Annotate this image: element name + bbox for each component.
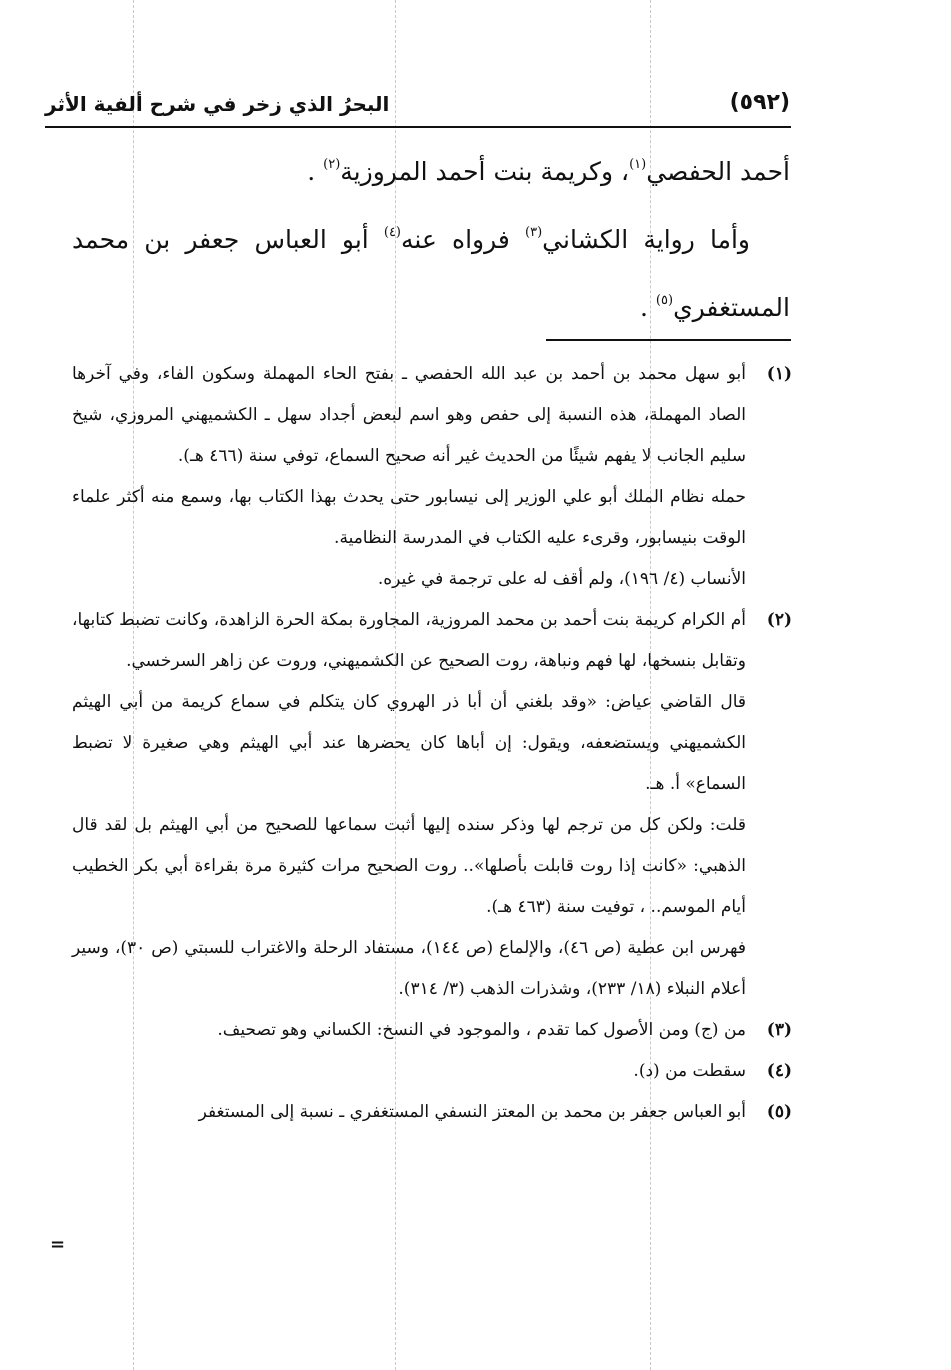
footnote-paragraph: أم الكرام كريمة بنت أحمد بن محمد المروزية، المجاورة بمكة الحرة الزاهدة، وكانت تضبط كتابها، وتقابل بنسخها، لها فهم ونباهة، روت الصحيح عن الكشميهني، وروت عن زاهر السرخسي. <box>72 610 746 671</box>
footnote-ref[interactable]: (٥) <box>655 293 674 308</box>
footnotes <box>72 354 792 1133</box>
footnote-ref[interactable]: (١) <box>629 157 647 172</box>
footnote-paragraph: حمله نظام الملك أبو علي الوزير إلى نيسابور حتى يحدث بهذا الكتاب بها، وسمع منه أكثر علماء الوقت بنيسابور، وقرىء عليه الكتاب في المدرسة النظامية. <box>72 487 746 548</box>
footnote-3 <box>72 1010 792 1051</box>
main-paragraph: وأما رواية الكشاني$^{(٣)}$ فرواه عنه$^{(٤)}$ أبو العباس جعفر بن محمد المستغفري$^{(٥)}$ . <box>72 225 790 322</box>
page-number: (٥٩٢) <box>729 90 790 115</box>
page-header <box>45 88 790 124</box>
footnote-ref[interactable]: (٤) <box>383 225 401 240</box>
footnote-paragraph: أبو سهل محمد بن أحمد بن عبد الله الحفصي ـ بفتح الحاء المهملة وسكون الفاء، وفي آخرها الصاد المهملة، هذه النسبة إلى حفص وهو اسم لبعض أجداد سهل ـ الكشميهني المروزي، شيخ سليم الجانب لا يفهم شيئًا من الحديث غير أنه صحيح السماع، توفي سنة (٤٦٦ هـ). <box>72 364 746 466</box>
footnote-paragraph: فهرس ابن عطية (ص ٤٦)، والإلماع (ص ١٤٤)، مستفاد الرحلة والاغتراب للسبتي (ص ٣٠)، وسير أعلام النبلاء (١٨/ ٢٣٣)، وشذرات الذهب (٣/ ٣١٤). <box>72 938 747 999</box>
footnote-paragraph: من (ج) ومن الأصول كما تقدم ، والموجود في النسخ: الكساني وهو تصحيف. <box>217 1020 746 1040</box>
footnote-number: (٣) <box>766 1020 792 1040</box>
footnote-ref[interactable]: (٢) <box>323 157 341 172</box>
footnote-5 <box>72 1092 792 1133</box>
footnote-number: (١) <box>766 364 792 384</box>
footnote-separator <box>546 339 791 341</box>
footnote-2 <box>72 600 792 1010</box>
footnote-paragraph: قال القاضي عياض: «وقد بلغني أن أبا ذر الهروي كان يتكلم في سماع كريمة من أبي الهيثم الكشميهني ويستضعفه، ويقول: إن أباها كان يحضرها عند أبي الهيثم وهي صغيرة لا تضبط السماع» أ. هـ. <box>72 692 746 794</box>
footnote-paragraph: أبو العباس جعفر بن محمد بن المعتز النسفي المستغفري ـ نسبة إلى المستغفر <box>198 1102 746 1122</box>
continuation-mark: = <box>50 1234 66 1255</box>
footnote-paragraph: الأنساب (٤/ ١٩٦)، ولم أقف له على ترجمة في غيره. <box>377 569 746 589</box>
footnote-number: (٤) <box>766 1061 792 1081</box>
footnote-4 <box>72 1051 792 1092</box>
footnote-paragraph: سقطت من (د). <box>633 1061 746 1081</box>
footnote-ref[interactable]: (٣) <box>525 225 543 240</box>
footnote-number: (٢) <box>766 610 792 630</box>
header-rule <box>45 126 791 128</box>
footnote-number: (٥) <box>766 1102 792 1122</box>
main-text <box>72 138 790 342</box>
footnote-1 <box>72 354 792 600</box>
main-paragraph: أحمد الحفصي$^{(١)}$، وكريمة بنت أحمد المروزية$^{(٢)}$ . <box>307 157 790 186</box>
book-title: البحرُ الذي زخر في شرح ألفية الأثر <box>45 92 390 116</box>
footnote-paragraph: قلت: ولكن كل من ترجم لها وذكر سنده إليها أثبت سماعها للصحيح من أبي الهيثم بل لقد قال الذهبي: «كانت إذا روت قابلت بأصلها».. روت الصحيح مرات كثيرة مرة بقراءة أبي بكر الخطيب أيام الموسم.. ، توفيت سنة (٤٦٣ هـ). <box>72 815 746 917</box>
